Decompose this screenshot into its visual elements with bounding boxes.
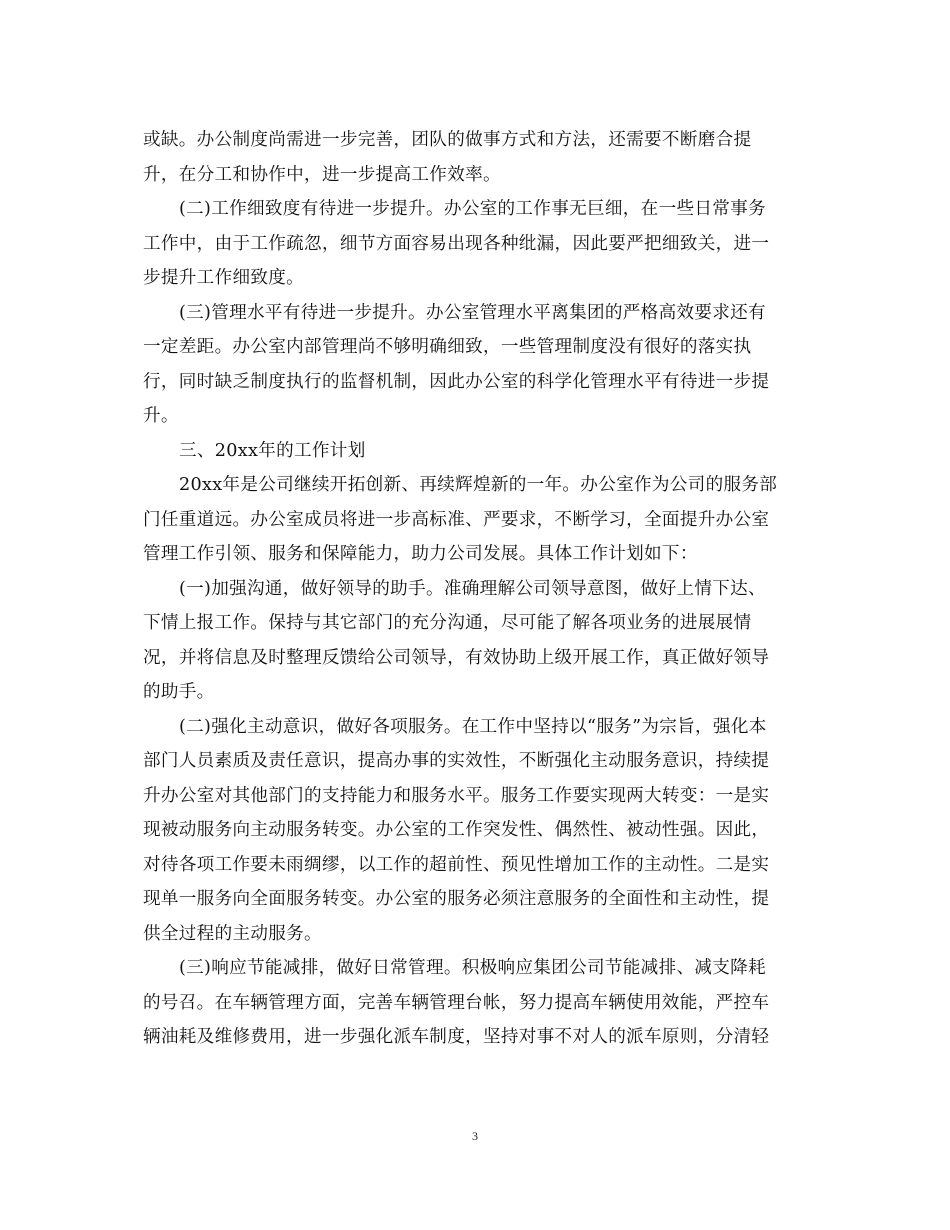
text-line: (三)响应节能减排，做好日常管理。积极响应集团公司节能减排、减支降耗 <box>179 958 766 978</box>
text-line: 升，在分工和协作中，进一步提高工作效率。 <box>143 164 501 185</box>
body-text <box>143 123 803 1055</box>
text-line: 步提升工作细致度。 <box>143 268 305 288</box>
text-line: 20xx年是公司继续开拓创新、再续辉煌新的一年。办公室作为公司的服务部 <box>179 475 778 495</box>
section-heading: 三、20xx年的工作计划 <box>179 440 366 461</box>
text-line: 对待各项工作要未雨绸缪，以工作的超前性、预见性增加工作的主动性。二是实 <box>143 854 770 875</box>
text-line: (二)工作细致度有待进一步提升。办公室的工作事无巨细，在一些日常事务 <box>179 199 766 219</box>
text-line: 升办公室对其他部门的支持能力和服务水平。服务工作要实现两大转变：一是实 <box>143 785 770 806</box>
text-line: (三)管理水平有待进一步提升。办公室管理水平离集团的严格高效要求还有 <box>179 302 766 323</box>
text-line: 或缺。办公制度尚需进一步完善，团队的做事方式和方法，还需要不断磨合提 <box>143 130 752 150</box>
text-line: 工作中，由于工作疏忽，细节方面容易出现各种纰漏，因此要严把细致关，进一 <box>143 233 770 254</box>
document-body <box>143 123 803 1055</box>
text-line: 升。 <box>143 406 179 426</box>
text-line: 辆油耗及维修费用，进一步强化派车制度，坚持对事不对人的派车原则，分清轻 <box>143 1027 770 1047</box>
text-line: (一)加强沟通，做好领导的助手。准确理解公司领导意图，做好上情下达、 <box>179 578 766 599</box>
text-line: 部门人员素质及责任意识，提高办事的实效性，不断强化主动服务意识，持续提 <box>143 751 770 771</box>
text-line: 的助手。 <box>143 682 215 702</box>
text-line: 一定差距。办公室内部管理尚不够明确细致，一些管理制度没有很好的落实执 <box>143 337 752 357</box>
text-line: 供全过程的主动服务。 <box>143 923 322 944</box>
text-line: 下情上报工作。保持与其它部门的充分沟通，尽可能了解各项业务的进展展情 <box>143 613 752 633</box>
text-line: 的号召。在车辆管理方面，完善车辆管理台帐，努力提高车辆使用效能，严控车 <box>143 992 770 1013</box>
text-line: (二)强化主动意识，做好各项服务。在工作中坚持以“服务”为宗旨，强化本 <box>179 716 767 737</box>
text-line: 行，同时缺乏制度执行的监督机制，因此办公室的科学化管理水平有待进一步提 <box>143 371 770 392</box>
text-line: 管理工作引领、服务和保障能力，助力公司发展。具体工作计划如下： <box>143 544 698 564</box>
text-line: 现被动服务向主动服务转变。办公室的工作突发性、偶然性、被动性强。因此， <box>143 820 770 840</box>
text-line: 门任重道远。办公室成员将进一步高标准、严要求，不断学习，全面提升办公室 <box>143 509 770 530</box>
text-line: 况，并将信息及时整理反馈给公司领导，有效协助上级开展工作，真正做好领导 <box>143 647 770 668</box>
text-line: 现单一服务向全面服务转变。办公室的服务必须注意服务的全面性和主动性，提 <box>143 889 770 909</box>
page-number: 3 <box>472 1129 478 1143</box>
